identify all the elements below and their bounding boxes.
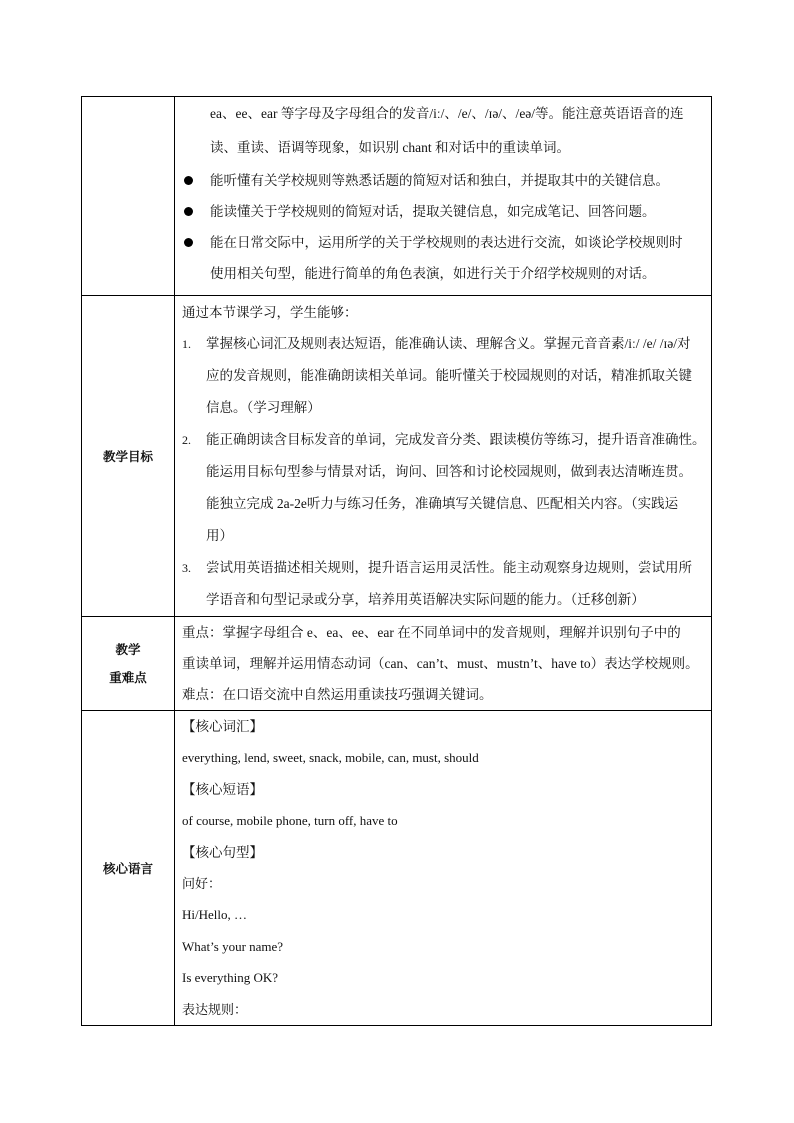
bullet-text: 使用相关句型，能进行简单的角色表演，如进行关于介绍学校规则的对话。 [210,266,656,281]
objective-text [206,552,707,616]
objective-line: 能正确朗读含目标发音的单词，完成发音分类、跟读模仿等练习，提升语音准确性。 [206,432,706,447]
objective-text [206,424,707,552]
empty-label-cell [82,97,175,296]
objective-item [182,328,707,424]
objective-line: 能运用目标句型参与情景对话，询问、回答和讨论校园规则，做到表达清晰连贯。 [206,464,692,479]
keypoints-label-line2: 重难点 [109,669,147,685]
phrases-list: of course, mobile phone, turn off, have to [182,813,398,829]
rules-label: 表达规则： [182,1001,248,1017]
greeting-label: 问好： [182,876,222,892]
keypoints-line: 重点：掌握字母组合 e、ea、ee、ear 在不同单词中的发音规则，理解并识别句子中的 [182,625,681,640]
objective-line: 信息。（学习理解） [206,400,321,415]
sentence-line: Hi/Hello, … [182,907,247,923]
bullet-dot-icon [182,165,210,196]
objective-line: 能独立完成 2a-2e听力与练习任务，准确填写关键信息、匹配相关内容。（实践运 [206,496,679,511]
objective-line: 用） [206,528,233,543]
phrases-heading: 【核心短语】 [182,781,263,797]
objective-item [182,552,707,616]
objectives-intro: 通过本节课学习，学生能够： [182,305,358,320]
sound-goals-cell [175,97,712,296]
objective-line: 学语音和句型记录或分享，培养用英语解决实际问题的能力。（迁移创新） [206,592,645,607]
bullet-text: 能读懂关于学校规则的简短对话，提取关键信息，如完成笔记、回答问题。 [210,204,656,219]
sounds-line-2: 读、重读、语调等现象，如识别 chant 和对话中的重读单词。 [210,140,570,155]
keypoints-label [82,617,175,711]
sentences-heading: 【核心句型】 [182,844,263,860]
bullet-text-block [210,227,707,289]
objective-number: 2. [182,433,191,447]
bullet-text: 能听懂有关学校规则等熟悉话题的简短对话和独白，并提取其中的关键信息。 [210,173,669,188]
keypoints-line: 重读单词，理解并运用情态动词（can、can’t、must、mustn’t、have to）表达学校规则。 [182,656,699,671]
objectives-cell [175,296,712,617]
sentence-line: What’s your name? [182,938,284,954]
sounds-continuation [182,97,707,165]
row-objectives [82,296,712,617]
objective-line: 掌握核心词汇及规则表达短语，能准确认读、理解含义。掌握元音音素/iː/ /e/ /ɪə/对 [206,336,691,351]
row-listening-reading [82,97,712,296]
objectives-label: 教学目标 [82,296,175,617]
sounds-line-1: ea、ee、ear 等字母及字母组合的发音/iː/、/e/、/ɪə/、/eə/等。能注意英语语音的连 [210,106,684,121]
keypoints-cell [175,617,712,711]
bullet-dot-icon [182,227,210,289]
keypoints-label-line1: 教学 [115,641,141,657]
vocab-list: everything, lend, sweet, snack, mobile, can, must, should [182,750,479,766]
bullet-item [182,165,707,196]
bullet-dot-icon [182,196,210,227]
objective-text [206,328,707,424]
lesson-plan-table [81,96,712,1026]
core-language-cell [175,711,712,1026]
bullet-item [182,227,707,289]
core-language-label: 核心语言 [82,711,175,1026]
objective-line: 应的发音规则，能准确朗读相关单词。能听懂关于校园规则的对话，精准抓取关键 [206,368,692,383]
row-core-language [82,711,712,1026]
keypoints-line: 难点：在口语交流中自然运用重读技巧强调关键词。 [182,687,493,702]
vocab-heading: 【核心词汇】 [182,719,263,734]
bullet-item [182,196,707,227]
row-keypoints [82,617,712,711]
sentence-line: Is everything OK? [182,970,279,986]
bullet-text: 能在日常交际中，运用所学的关于学校规则的表达进行交流，如谈论学校规则时 [210,235,683,250]
objective-number: 1. [182,337,191,351]
objective-number: 3. [182,561,191,575]
objective-line: 尝试用英语描述相关规则，提升语言运用灵活性。能主动观察身边规则，尝试用所 [206,560,692,575]
objective-item [182,424,707,552]
